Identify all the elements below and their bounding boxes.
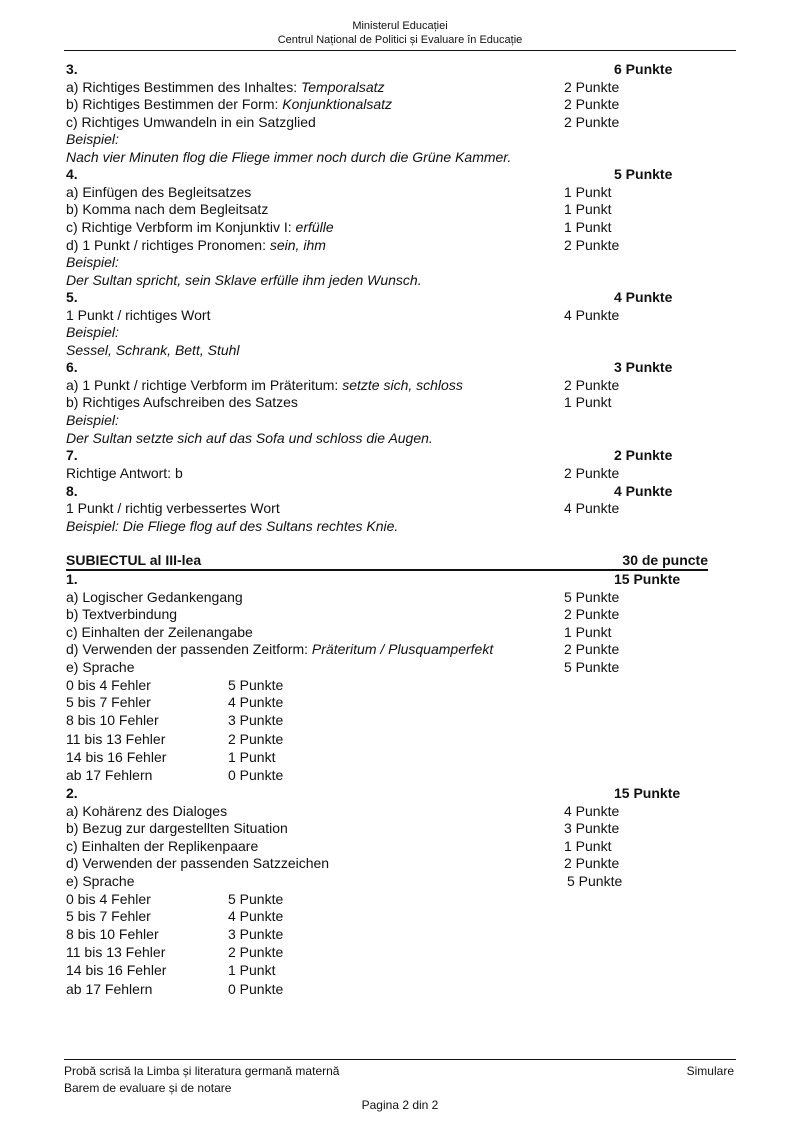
s3q2-grade-label: 0 bis 4 Fehler [66, 891, 151, 907]
q8-number: 8. [66, 483, 78, 499]
s3q2-grade-points: 5 Punkte [228, 891, 284, 907]
s3q1-grade-points: 0 Punkte [228, 767, 284, 783]
s3q1-item-a: a) Logischer Gedankengang [66, 589, 243, 605]
q4-example-label: Beispiel: [66, 254, 119, 270]
s3q2-grade-points: 3 Punkte [228, 926, 284, 942]
header-center: Centrul Național de Politici și Evaluare în Educație [277, 34, 523, 46]
q6-example-text: Der Sultan setzte sich auf das Sofa und schloss die Augen. [66, 430, 433, 446]
q8-total: 4 Punkte [614, 483, 673, 499]
section3-total: 30 de puncte [622, 552, 708, 568]
s3q1-item-c-points: 1 Punkt [564, 624, 612, 640]
footer-scheme-title: Barem de evaluare și de notare [64, 1081, 232, 1095]
s3q2-grade-label: 8 bis 10 Fehler [66, 926, 159, 942]
s3q2-item-a: a) Kohärenz des Dialoges [66, 803, 228, 819]
q8-item-a-points: 4 Punkte [564, 500, 620, 516]
s3q1-grade-label: 14 bis 16 Fehler [66, 749, 167, 765]
header-ministry: Ministerul Educației [352, 20, 448, 32]
s3q2-grade-points: 1 Punkt [228, 962, 276, 978]
q3-item-a-points: 2 Punkte [564, 79, 620, 95]
q3-number: 3. [66, 61, 78, 77]
s3q2-item-b: b) Bezug zur dargestellten Situation [66, 820, 288, 836]
q3-item-a: a) Richtiges Bestimmen des Inhaltes: Temporalsatz [66, 79, 385, 95]
page-number: Pagina 2 din 2 [361, 1098, 439, 1112]
q6-example-label: Beispiel: [66, 412, 119, 428]
s3q2-item-e-points: 5 Punkte [567, 873, 623, 889]
q5-item-a-points: 4 Punkte [564, 307, 620, 323]
s3q2-grade-points: 0 Punkte [228, 981, 284, 997]
s3q1-grade-label: 8 bis 10 Fehler [66, 712, 159, 728]
q3-item-b: b) Richtiges Bestimmen der Form: Konjunktionalsatz [66, 96, 393, 112]
q6-item-a: a) 1 Punkt / richtige Verbform im Präteritum: setzte sich, schloss [66, 377, 463, 393]
s3q1-total: 15 Punkte [614, 571, 681, 587]
s3q1-grade-points: 1 Punkt [228, 749, 276, 765]
footer-exam-title: Probă scrisă la Limba și literatura germană maternă [64, 1064, 340, 1078]
section3-heading [66, 552, 708, 571]
q5-number: 5. [66, 289, 78, 305]
s3q1-item-b: b) Textverbindung [66, 606, 178, 622]
q5-example-label: Beispiel: [66, 324, 119, 340]
q4-item-a: a) Einfügen des Begleitsatzes [66, 184, 252, 200]
s3q1-item-e: e) Sprache [66, 659, 135, 675]
s3q2-grade-points: 4 Punkte [228, 908, 284, 924]
q3-example-text: Nach vier Minuten flog die Fliege immer noch durch die Grüne Kammer. [66, 149, 512, 165]
q3-item-c-points: 2 Punkte [564, 114, 620, 130]
q5-item-a: 1 Punkt / richtiges Wort [66, 307, 211, 323]
q4-item-c-points: 1 Punkt [564, 219, 612, 235]
s3q1-number: 1. [66, 571, 78, 587]
s3q2-grade-label: 14 bis 16 Fehler [66, 962, 167, 978]
s3q1-grade-label: 11 bis 13 Fehler [66, 731, 166, 747]
header-rule [64, 50, 736, 51]
q4-item-a-points: 1 Punkt [564, 184, 612, 200]
footer-rule [64, 1059, 736, 1060]
s3q1-item-e-points: 5 Punkte [564, 659, 620, 675]
s3q1-grade-points: 4 Punkte [228, 694, 284, 710]
q4-item-d: d) 1 Punkt / richtiges Pronomen: sein, ihm [66, 237, 326, 253]
q7-total: 2 Punkte [614, 447, 673, 463]
q6-item-a-points: 2 Punkte [564, 377, 620, 393]
q5-total: 4 Punkte [614, 289, 673, 305]
s3q1-item-b-points: 2 Punkte [564, 606, 620, 622]
s3q2-item-c: c) Einhalten der Replikenpaare [66, 838, 259, 854]
section3-title: SUBIECTUL al III-lea [66, 552, 202, 568]
q6-total: 3 Punkte [614, 359, 673, 375]
s3q2-grade-label: 11 bis 13 Fehler [66, 944, 166, 960]
s3q2-item-d: d) Verwenden der passenden Satzzeichen [66, 855, 330, 871]
s3q2-grade-points: 2 Punkte [228, 944, 284, 960]
q5-example-text: Sessel, Schrank, Bett, Stuhl [66, 342, 240, 358]
q4-example-text: Der Sultan spricht, sein Sklave erfülle ihm jeden Wunsch. [66, 272, 422, 288]
s3q2-number: 2. [66, 785, 78, 801]
q3-item-c: c) Richtiges Umwandeln in ein Satzglied [66, 114, 316, 130]
q4-item-c: c) Richtige Verbform im Konjunktiv I: erfülle [66, 219, 334, 235]
q4-item-d-points: 2 Punkte [564, 237, 620, 253]
q6-number: 6. [66, 359, 78, 375]
q6-item-b: b) Richtiges Aufschreiben des Satzes [66, 394, 298, 410]
s3q1-grade-points: 2 Punkte [228, 731, 284, 747]
s3q2-item-a-points: 4 Punkte [564, 803, 620, 819]
q4-item-b: b) Komma nach dem Begleitsatz [66, 201, 269, 217]
s3q2-total: 15 Punkte [614, 785, 681, 801]
s3q1-grade-label: ab 17 Fehlern [66, 767, 153, 783]
q3-item-b-points: 2 Punkte [564, 96, 620, 112]
s3q1-item-a-points: 5 Punkte [564, 589, 620, 605]
q3-example-label: Beispiel: [66, 131, 119, 147]
q6-item-b-points: 1 Punkt [564, 394, 612, 410]
q7-item-a: Richtige Antwort: b [66, 465, 183, 481]
s3q1-grade-points: 3 Punkte [228, 712, 284, 728]
s3q1-grade-label: 0 bis 4 Fehler [66, 677, 151, 693]
s3q1-grade-points: 5 Punkte [228, 677, 284, 693]
s3q1-item-d-points: 2 Punkte [564, 641, 620, 657]
q7-number: 7. [66, 447, 78, 463]
s3q1-item-c: c) Einhalten der Zeilenangabe [66, 624, 253, 640]
q8-item-a: 1 Punkt / richtig verbessertes Wort [66, 500, 280, 516]
s3q1-item-d: d) Verwenden der passenden Zeitform: Präteritum / Plusquamperfekt [66, 641, 494, 657]
s3q2-item-e: e) Sprache [66, 873, 135, 889]
q3-total: 6 Punkte [614, 61, 673, 77]
s3q2-item-b-points: 3 Punkte [564, 820, 620, 836]
s3q2-grade-label: ab 17 Fehlern [66, 981, 153, 997]
s3q1-grade-label: 5 bis 7 Fehler [66, 694, 151, 710]
q8-example-text: Beispiel: Die Fliege flog auf des Sultans rechtes Knie. [66, 518, 399, 534]
footer-simulation-label: Simulare [686, 1064, 734, 1078]
s3q2-item-d-points: 2 Punkte [564, 855, 620, 871]
q4-item-b-points: 1 Punkt [564, 201, 612, 217]
s3q2-grade-label: 5 bis 7 Fehler [66, 908, 151, 924]
q7-item-a-points: 2 Punkte [564, 465, 620, 481]
q4-total: 5 Punkte [614, 166, 673, 182]
s3q2-item-c-points: 1 Punkt [564, 838, 612, 854]
q4-number: 4. [66, 166, 78, 182]
